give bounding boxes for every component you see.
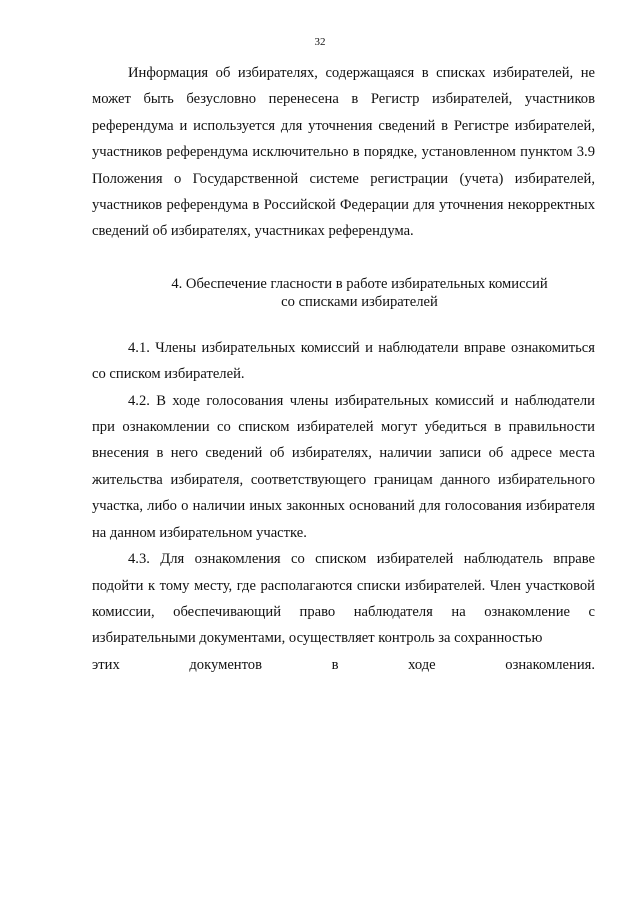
document-body: [92, 60, 595, 678]
intro-paragraph-main: Информация об избирателях, содержащаяся в списках избирателей, не может быть безусловно перенесена в Регистр избирателей, участников референдума и используется для уточнения сведений в Регистре избирателей, участников референдума исключительно в порядке, установленном пунктом 3.9 Положения о Государственной системе регистрации (учета) избирателей, участников референдума в Российской: [92, 65, 595, 214]
section-heading: [92, 275, 595, 311]
page-number: 32: [314, 36, 326, 48]
clause-4-2: 4.2. В ходе голосования члены избирательных комиссий и наблюдатели при ознакомлении со списком избирателей могут убедиться в правильности внесения в него сведений об избирателях, наличии записи об адресе места жительства избирателя, соответствующего границам данного избирательного участка, либо о наличии иных законных оснований для голосования избирателя на данном избирательном участке.: [92, 392, 595, 541]
section-heading-line-1: 4. Обеспечение гласности в работе избирательных комиссий: [171, 275, 548, 292]
clause-4-3: [92, 546, 595, 652]
clause-4-3-main: 4.3. Для ознакомления со списком избирателей наблюдатель вправе подойти к тому месту, где располагаются списки избирателей. Член участковой комиссии, обеспечивающий право наблюдателя на ознакомление с избирательными документами, осуществляет контроль за сохранностью: [92, 551, 595, 647]
clause-4-3-last-line: этих документов в ходе ознакомления.: [92, 656, 595, 673]
intro-paragraph: [92, 60, 595, 245]
section-heading-line-2: со списками избирателей: [281, 293, 438, 310]
intro-paragraph-last: Федерации для уточнения некорректных сведений об избирателях, участниках референдума.: [92, 197, 595, 240]
clause-4-1: 4.1. Члены избирательных комиссий и наблюдатели вправе ознакомиться со списком избирателей.: [92, 339, 595, 383]
